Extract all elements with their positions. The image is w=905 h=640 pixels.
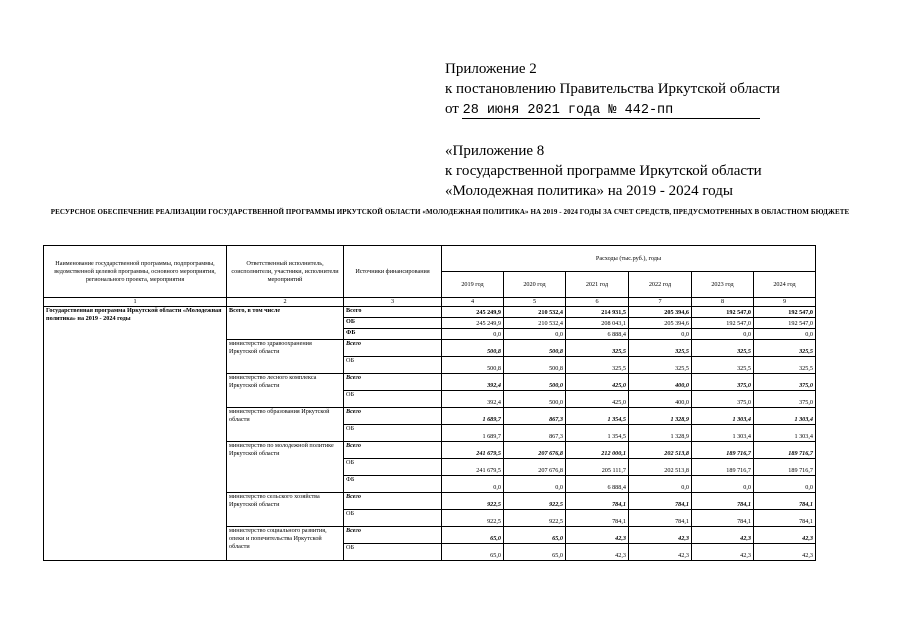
value-cell: 42,3: [754, 544, 816, 561]
resolution-date: 28 июня 2021 года № 442-пп: [462, 103, 674, 118]
value-cell: 42,3: [692, 527, 754, 544]
column-number: 9: [754, 298, 816, 307]
value-cell: 42,3: [754, 527, 816, 544]
column-number: 2: [227, 298, 344, 307]
col-source-header: Источники финансирования: [344, 246, 442, 298]
executor-cell: министерство по молодежной политике Иркутской области: [227, 442, 344, 493]
value-cell: 325,5: [692, 357, 754, 374]
source-cell: Всего: [344, 442, 442, 459]
value-cell: 500,8: [442, 340, 504, 357]
source-cell: Всего: [344, 340, 442, 357]
executor-cell: министерство социального развития, опеки и попечительства Иркутской области: [227, 527, 344, 561]
value-cell: 207 676,8: [504, 442, 566, 459]
resolution-date-line: [445, 100, 673, 120]
value-cell: 922,5: [504, 493, 566, 510]
value-cell: 189 716,7: [754, 442, 816, 459]
value-cell: 425,0: [566, 391, 629, 408]
program-reference: к государственной программе Иркутской области: [445, 163, 762, 179]
value-cell: 784,1: [692, 493, 754, 510]
col-name-header: Наименование государственной программы, подпрограммы, ведомственной целевой программы, основного мероприятия, регионального проекта, мероприятия: [44, 246, 227, 298]
program-appendix-number: «Приложение 8: [445, 143, 545, 159]
value-cell: 867,3: [504, 408, 566, 425]
value-cell: 212 000,1: [566, 442, 629, 459]
value-cell: 325,5: [629, 357, 692, 374]
executor-cell: министерство образования Иркутской области: [227, 408, 344, 442]
value-cell: 42,3: [566, 544, 629, 561]
value-cell: 65,0: [504, 544, 566, 561]
value-cell: 325,5: [754, 340, 816, 357]
value-cell: 205 394,6: [629, 307, 692, 318]
value-cell: 922,5: [442, 493, 504, 510]
value-cell: 392,4: [442, 391, 504, 408]
source-cell: ОБ: [344, 510, 442, 527]
value-cell: 400,0: [629, 374, 692, 391]
column-number: 3: [344, 298, 442, 307]
value-cell: 375,0: [754, 374, 816, 391]
source-cell: ОБ: [344, 425, 442, 442]
source-cell: Всего: [344, 307, 442, 318]
source-cell: ОБ: [344, 544, 442, 561]
value-cell: 1 354,5: [566, 425, 629, 442]
year-header: 2021 год: [566, 272, 629, 298]
value-cell: 325,5: [629, 340, 692, 357]
value-cell: 210 532,4: [504, 307, 566, 318]
resource-table: [43, 245, 816, 561]
value-cell: 325,5: [566, 357, 629, 374]
value-cell: 241 679,5: [442, 442, 504, 459]
value-cell: 425,0: [566, 374, 629, 391]
value-cell: 375,0: [692, 391, 754, 408]
value-cell: 1 328,9: [629, 425, 692, 442]
value-cell: 192 547,0: [754, 307, 816, 318]
value-cell: 214 931,5: [566, 307, 629, 318]
value-cell: 1 303,4: [692, 425, 754, 442]
value-cell: 392,4: [442, 374, 504, 391]
source-cell: Всего: [344, 408, 442, 425]
year-header: 2024 год: [754, 272, 816, 298]
value-cell: 6 888,4: [566, 476, 629, 493]
value-cell: 1 303,4: [754, 425, 816, 442]
value-cell: 784,1: [629, 493, 692, 510]
value-cell: 0,0: [629, 329, 692, 340]
value-cell: 6 888,4: [566, 329, 629, 340]
value-cell: 375,0: [692, 374, 754, 391]
source-cell: Всего: [344, 493, 442, 510]
value-cell: 189 716,7: [754, 459, 816, 476]
value-cell: 922,5: [504, 510, 566, 527]
source-cell: Всего: [344, 374, 442, 391]
executor-cell: министерство сельского хозяйства Иркутской области: [227, 493, 344, 527]
value-cell: 1 328,9: [629, 408, 692, 425]
table-header-row: [44, 246, 816, 272]
value-cell: 0,0: [504, 476, 566, 493]
value-cell: 0,0: [442, 476, 504, 493]
year-header: 2019 год: [442, 272, 504, 298]
appendix-number: Приложение 2: [445, 61, 537, 77]
year-header: 2020 год: [504, 272, 566, 298]
year-header: 2022 год: [629, 272, 692, 298]
year-header: 2023 год: [692, 272, 754, 298]
value-cell: 325,5: [566, 340, 629, 357]
value-cell: 0,0: [692, 329, 754, 340]
source-cell: Всего: [344, 527, 442, 544]
column-number: 8: [692, 298, 754, 307]
value-cell: 202 513,8: [629, 459, 692, 476]
value-cell: 0,0: [692, 476, 754, 493]
source-cell: ФБ: [344, 476, 442, 493]
source-cell: ОБ: [344, 459, 442, 476]
value-cell: 210 532,4: [504, 318, 566, 329]
value-cell: 189 716,7: [692, 459, 754, 476]
value-cell: 42,3: [629, 527, 692, 544]
value-cell: 202 513,8: [629, 442, 692, 459]
value-cell: 500,8: [442, 357, 504, 374]
value-cell: 375,0: [754, 391, 816, 408]
executor-cell: Всего, в том числе: [227, 307, 344, 340]
source-cell: ОБ: [344, 391, 442, 408]
column-numbers-row: [44, 298, 816, 307]
program-name: «Молодежная политика» на 2019 - 2024 годы: [445, 183, 733, 199]
value-cell: 784,1: [629, 510, 692, 527]
date-underline: [462, 118, 760, 119]
document-title: РЕСУРСНОЕ ОБЕСПЕЧЕНИЕ РЕАЛИЗАЦИИ ГОСУДАРСТВЕННОЙ ПРОГРАММЫ ИРКУТСКОЙ ОБЛАСТИ «МОЛОДЕЖНАЯ ПОЛИТИКА» НА 2019 - 2024 ГОДЫ ЗА СЧЕТ СРЕДСТВ, ПРЕДУСМОТРЕННЫХ В ОБЛАСТНОМ БЮДЖЕТЕ: [50, 208, 850, 216]
value-cell: 784,1: [692, 510, 754, 527]
value-cell: 189 716,7: [692, 442, 754, 459]
source-cell: ОБ: [344, 318, 442, 329]
column-number: 7: [629, 298, 692, 307]
value-cell: 205 111,7: [566, 459, 629, 476]
value-cell: 42,3: [629, 544, 692, 561]
value-cell: 500,0: [504, 391, 566, 408]
program-name-cell: Государственная программа Иркутской области «Молодежная политика» на 2019 - 2024 годы: [44, 307, 227, 561]
value-cell: 500,8: [504, 340, 566, 357]
value-cell: 325,5: [692, 340, 754, 357]
value-cell: 192 547,0: [754, 318, 816, 329]
value-cell: 500,8: [504, 357, 566, 374]
value-cell: 0,0: [442, 329, 504, 340]
table-row: [44, 307, 816, 318]
value-cell: 207 676,8: [504, 459, 566, 476]
value-cell: 922,5: [442, 510, 504, 527]
column-number: 4: [442, 298, 504, 307]
value-cell: 784,1: [566, 510, 629, 527]
value-cell: 42,3: [692, 544, 754, 561]
value-cell: 65,0: [442, 544, 504, 561]
value-cell: 245 249,9: [442, 307, 504, 318]
value-cell: 784,1: [754, 510, 816, 527]
value-cell: 1 689,7: [442, 408, 504, 425]
col-executor-header: Ответственный исполнитель, соисполнители, участники, исполнители мероприятий: [227, 246, 344, 298]
value-cell: 784,1: [566, 493, 629, 510]
resolution-reference: к постановлению Правительства Иркутской области: [445, 81, 780, 97]
column-number: 1: [44, 298, 227, 307]
value-cell: 1 303,4: [692, 408, 754, 425]
value-cell: 42,3: [566, 527, 629, 544]
column-number: 5: [504, 298, 566, 307]
value-cell: 867,3: [504, 425, 566, 442]
value-cell: 192 547,0: [692, 318, 754, 329]
value-cell: 325,5: [754, 357, 816, 374]
value-cell: 1 303,4: [754, 408, 816, 425]
value-cell: 1 354,5: [566, 408, 629, 425]
value-cell: 241 679,5: [442, 459, 504, 476]
value-cell: 65,0: [504, 527, 566, 544]
expenses-header: Расходы (тыс.руб.), годы: [442, 246, 816, 272]
value-cell: 500,0: [504, 374, 566, 391]
value-cell: 0,0: [754, 329, 816, 340]
date-prefix: от: [445, 101, 459, 117]
value-cell: 0,0: [754, 476, 816, 493]
value-cell: 205 394,6: [629, 318, 692, 329]
value-cell: 208 043,1: [566, 318, 629, 329]
value-cell: 1 689,7: [442, 425, 504, 442]
value-cell: 400,0: [629, 391, 692, 408]
value-cell: 0,0: [504, 329, 566, 340]
value-cell: 784,1: [754, 493, 816, 510]
value-cell: 65,0: [442, 527, 504, 544]
value-cell: 192 547,0: [692, 307, 754, 318]
value-cell: 0,0: [629, 476, 692, 493]
source-cell: ОБ: [344, 357, 442, 374]
source-cell: ФБ: [344, 329, 442, 340]
value-cell: 245 249,9: [442, 318, 504, 329]
column-number: 6: [566, 298, 629, 307]
executor-cell: министерство здравоохранения Иркутской области: [227, 340, 344, 374]
executor-cell: министерство лесного комплекса Иркутской области: [227, 374, 344, 408]
